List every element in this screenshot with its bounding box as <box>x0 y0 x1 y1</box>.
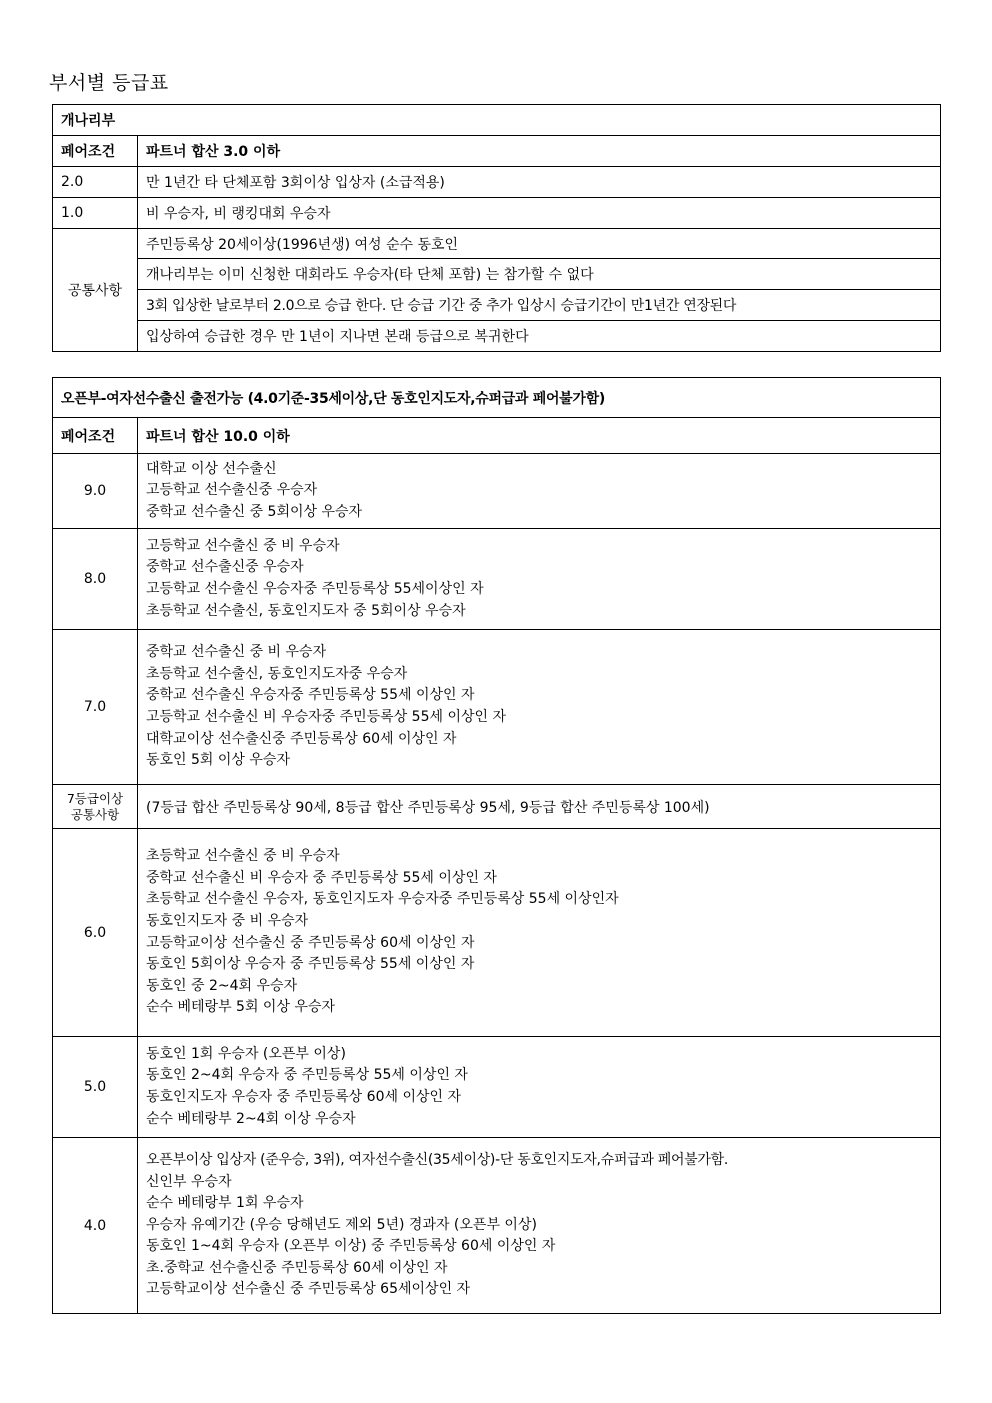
grade-cell: 9.0 <box>53 454 138 529</box>
common-row <box>53 321 941 352</box>
list-item: 동호인 5회 이상 우승자 <box>146 752 290 769</box>
common7-row <box>53 785 941 829</box>
pair-value: 파트너 합산 3.0 이하 <box>138 136 941 167</box>
grade-desc <box>138 630 941 785</box>
table-row <box>53 167 941 198</box>
list-item: 중학교 선수출신 중 비 우승자 <box>146 644 327 661</box>
grade-desc <box>138 454 941 529</box>
grade-desc <box>138 829 941 1037</box>
grade-row-9 <box>53 454 941 529</box>
grade-cell: 8.0 <box>53 529 138 630</box>
common7-label <box>53 785 138 829</box>
list-item: 순수 베테랑부 2~4회 이상 우승자 <box>146 1110 356 1127</box>
list-item: 동호인지도자 우승자 중 주민등록상 60세 이상인 자 <box>146 1089 461 1105</box>
page-title: 부서별 등급표 <box>49 72 169 94</box>
list-item: 오픈부이상 입상자 (준우승, 3위), 여자선수출신(35세이상)-단 동호인지도자,슈퍼급과 페어불가함. <box>146 1151 729 1168</box>
list-item: 순수 베테랑부 1회 우승자 <box>146 1195 304 1212</box>
list-item: 고등학교이상 선수출신 중 주민등록상 60세 이상인 자 <box>146 934 475 951</box>
list-item: 초등학교 선수출신 우승자, 동호인지도자 우승자중 주민등록상 55세 이상인자 <box>146 891 619 908</box>
grade-row-8 <box>53 529 941 630</box>
grade-row-6 <box>53 829 941 1037</box>
list-item: 고등학교 선수출신 중 비 우승자 <box>146 537 340 554</box>
pair-row <box>53 136 941 167</box>
common-row <box>53 259 941 290</box>
list-item: 동호인 1회 우승자 (오픈부 이상) <box>146 1045 346 1062</box>
grade-cell: 6.0 <box>53 829 138 1037</box>
common7-label-line: 7등급이상 <box>66 790 124 806</box>
table-gaenari <box>52 104 941 352</box>
division-title: 개나리부 <box>53 105 941 136</box>
pair-row <box>53 418 941 454</box>
common-label: 공통사항 <box>53 229 138 352</box>
list-item: 초등학교 선수출신 중 비 우승자 <box>146 848 340 865</box>
list-item: 고등학교이상 선수출신 중 주민등록상 65세이상인 자 <box>146 1281 471 1298</box>
division-row <box>53 378 941 418</box>
common7-label-line: 공통사항 <box>70 806 120 822</box>
common-item: 개나리부는 이미 신청한 대회라도 우승자(타 단체 포함) 는 참가할 수 없다 <box>138 259 941 290</box>
pair-label: 페어조건 <box>53 418 138 454</box>
list-item: 중학교 선수출신 우승자중 주민등록상 55세 이상인 자 <box>146 687 475 704</box>
list-item: 동호인 5회이상 우승자 중 주민등록상 55세 이상인 자 <box>146 956 475 973</box>
division-title: 오픈부-여자선수출신 출전가능 (4.0기준-35세이상,단 동호인지도자,슈퍼급과 페어불가함) <box>53 378 941 418</box>
grade-row-7 <box>53 630 941 785</box>
list-item: 중학교 선수출신 중 5회이상 우승자 <box>146 503 363 520</box>
grade-desc <box>138 1138 941 1314</box>
list-item: 대학교이상 선수출신중 주민등록상 60세 이상인 자 <box>146 730 457 747</box>
table-open <box>52 377 941 1314</box>
list-item: 대학교 이상 선수출신 <box>146 460 277 477</box>
common-row <box>53 229 941 259</box>
pair-label: 페어조건 <box>53 136 138 167</box>
list-item: 중학교 선수출신 비 우승자 중 주민등록상 55세 이상인 자 <box>146 869 497 886</box>
grade-row-5 <box>53 1037 941 1138</box>
common7-text: (7등급 합산 주민등록상 90세, 8등급 합산 주민등록상 95세, 9등급 합산 주민등록상 100세) <box>138 785 941 829</box>
table-row <box>53 198 941 229</box>
list-item: 신인부 우승자 <box>146 1173 232 1190</box>
pair-value: 파트너 합산 10.0 이하 <box>138 418 941 454</box>
grade-cell: 1.0 <box>53 198 138 229</box>
grade-row-4 <box>53 1138 941 1314</box>
list-item: 고등학교 선수출신 우승자중 주민등록상 55세이상인 자 <box>146 581 484 597</box>
list-item: 동호인 중 2~4회 우승자 <box>146 977 298 994</box>
list-item: 우승자 유예기간 (우승 당해년도 제외 5년) 경과자 (오픈부 이상) <box>146 1216 537 1233</box>
list-item: 고등학교 선수출신 비 우승자중 주민등록상 55세 이상인 자 <box>146 709 507 725</box>
grade-desc <box>138 529 941 630</box>
grade-desc <box>138 1037 941 1138</box>
list-item: 고등학교 선수출신중 우승자 <box>146 482 318 499</box>
list-item: 순수 베테랑부 5회 이상 우승자 <box>146 999 335 1016</box>
grade-desc: 비 우승자, 비 랭킹대회 우승자 <box>138 198 941 229</box>
list-item: 동호인지도자 중 비 우승자 <box>146 912 309 929</box>
list-item: 동호인 1~4회 우승자 (오픈부 이상) 중 주민등록상 60세 이상인 자 <box>146 1238 556 1255</box>
grade-cell: 7.0 <box>53 630 138 785</box>
common-item: 입상하여 승급한 경우 만 1년이 지나면 본래 등급으로 복귀한다 <box>138 321 941 352</box>
division-row <box>53 105 941 136</box>
list-item: 초등학교 선수출신, 동호인지도자 중 5회이상 우승자 <box>146 602 466 619</box>
list-item: 초.중학교 선수출신중 주민등록상 60세 이상인 자 <box>146 1259 448 1276</box>
common-row <box>53 290 941 321</box>
grade-desc: 만 1년간 타 단체포함 3회이상 입상자 (소급적용) <box>138 167 941 198</box>
grade-cell: 2.0 <box>53 167 138 198</box>
list-item: 초등학교 선수출신, 동호인지도자중 우승자 <box>146 665 408 682</box>
common-item: 3회 입상한 날로부터 2.0으로 승급 한다. 단 승급 기간 중 추가 입상시 승급기간이 만1년간 연장된다 <box>138 290 941 321</box>
list-item: 동호인 2~4회 우승자 중 주민등록상 55세 이상인 자 <box>146 1067 468 1084</box>
common-item: 주민등록상 20세이상(1996년생) 여성 순수 동호인 <box>138 229 941 259</box>
grade-cell: 5.0 <box>53 1037 138 1138</box>
list-item: 중학교 선수출신중 우승자 <box>146 559 304 576</box>
grade-cell: 4.0 <box>53 1138 138 1314</box>
